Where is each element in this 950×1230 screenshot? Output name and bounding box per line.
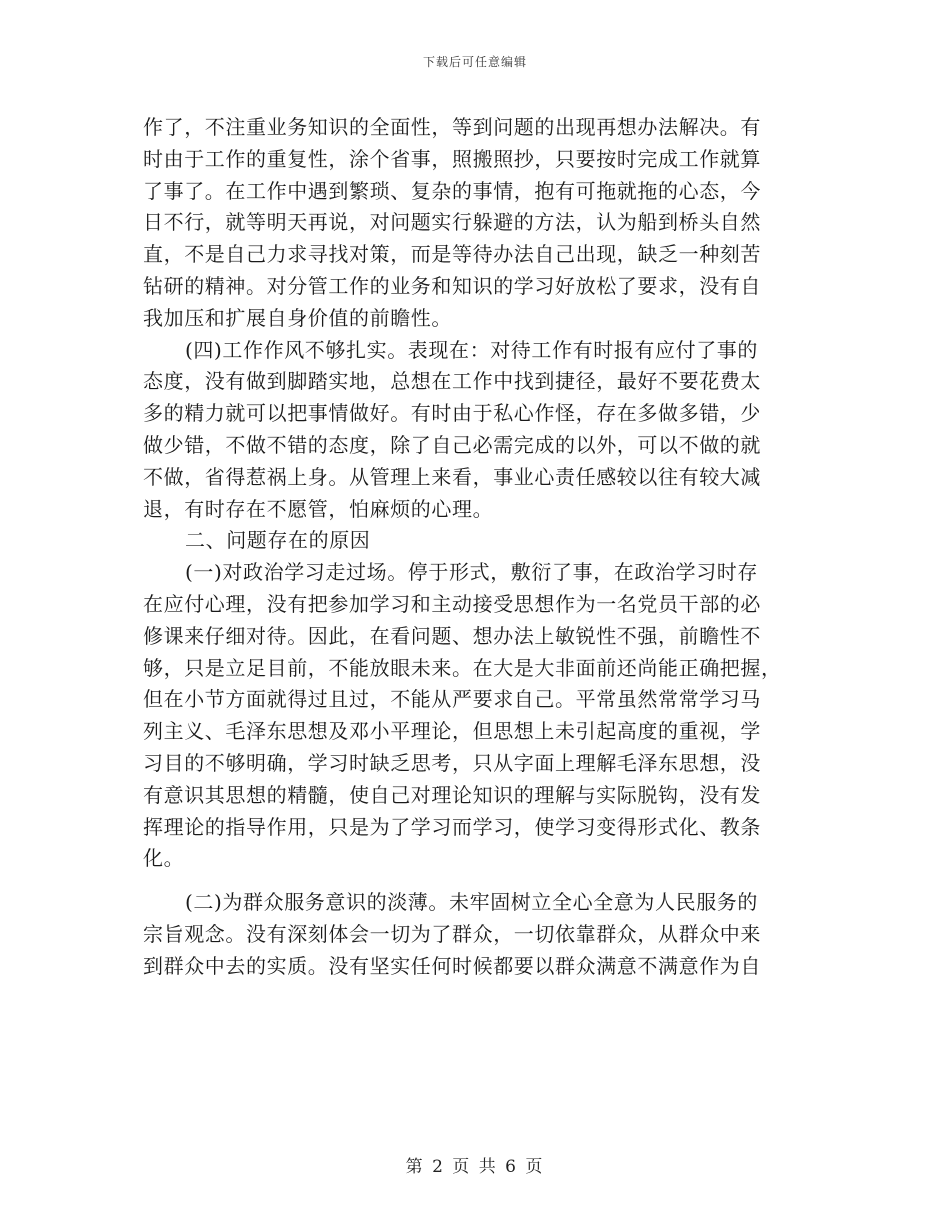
body-line: 修课来仔细对待。因此，在看问题、想办法上敏锐性不强，前瞻性不	[143, 623, 761, 648]
paragraph-start-line: (一)对政治学习走过场。停于形式，敷衍了事，在政治学习时存	[185, 560, 759, 585]
document-body	[143, 112, 811, 983]
body-line: 化。	[143, 846, 185, 871]
body-line: 做少错，不做不错的态度，除了自己必需完成的以外，可以不做的就	[143, 432, 761, 457]
body-line: 不做，省得惹祸上身。从管理上来看，事业心责任感较以往有较大减	[143, 464, 761, 489]
body-line: 时由于工作的重复性，涂个省事，照搬照抄，只要按时完成工作就算	[143, 146, 761, 171]
body-line: 宗旨观念。没有深刻体会一切为了群众，一切依靠群众，从群众中来	[143, 921, 761, 946]
body-line: 多的精力就可以把事情做好。有时由于私心作怪，存在多做多错，少	[143, 401, 761, 426]
page-number: 第 2 页 共 6 页	[405, 1157, 545, 1177]
body-line: 有意识其思想的精髓，使自己对理论知识的理解与实际脱钩，没有发	[143, 782, 761, 807]
paragraph-spacer	[143, 875, 811, 887]
body-line: 钻研的精神。对分管工作的业务和知识的学习好放松了要求，没有自	[143, 273, 761, 298]
body-line: 够，只是立足目前，不能放眼未来。在大是大非面前还尚能正确把握，	[143, 655, 782, 680]
body-line: 但在小节方面就得过且过，不能从严要求自己。平常虽然常常学习马	[143, 687, 761, 712]
body-line: 日不行，就等明天再说，对问题实行躲避的方法，认为船到桥头自然	[143, 210, 761, 235]
body-line: 我加压和扩展自身价值的前瞻性。	[143, 305, 452, 330]
body-line: 在应付心理，没有把参加学习和主动接受思想作为一名党员干部的必	[143, 591, 761, 616]
section-heading: 二、问题存在的原因	[185, 528, 371, 553]
paragraph-start-line: (二)为群众服务意识的淡薄。未牢固树立全心全意为人民服务的	[185, 890, 759, 915]
paragraph-start-line: (四)工作作风不够扎实。表现在：对待工作有时报有应付了事的	[185, 337, 759, 362]
page-header: 下载后可任意编辑	[422, 55, 527, 69]
body-line: 了事了。在工作中遇到繁琐、复杂的事情，抱有可拖就拖的心态，今	[143, 178, 761, 203]
body-line: 态度，没有做到脚踏实地，总想在工作中找到捷径，最好不要花费太	[143, 369, 761, 394]
body-line: 直，不是自己力求寻找对策，而是等待办法自己出现，缺乏一种刻苦	[143, 242, 761, 267]
body-line: 挥理论的指导作用，只是为了学习而学习，使学习变得形式化、教条	[143, 814, 761, 839]
body-line: 到群众中去的实质。没有坚实任何时候都要以群众满意不满意作为自	[143, 953, 761, 978]
body-line: 列主义、毛泽东思想及邓小平理论，但思想上未引起高度的重视，学	[143, 719, 761, 744]
body-line: 作了，不注重业务知识的全面性，等到问题的出现再想办法解决。有	[143, 115, 761, 139]
body-line: 习目的不够明确，学习时缺乏思考，只从字面上理解毛泽东思想，没	[143, 750, 761, 775]
body-line: 退，有时存在不愿管，怕麻烦的心理。	[143, 496, 494, 521]
